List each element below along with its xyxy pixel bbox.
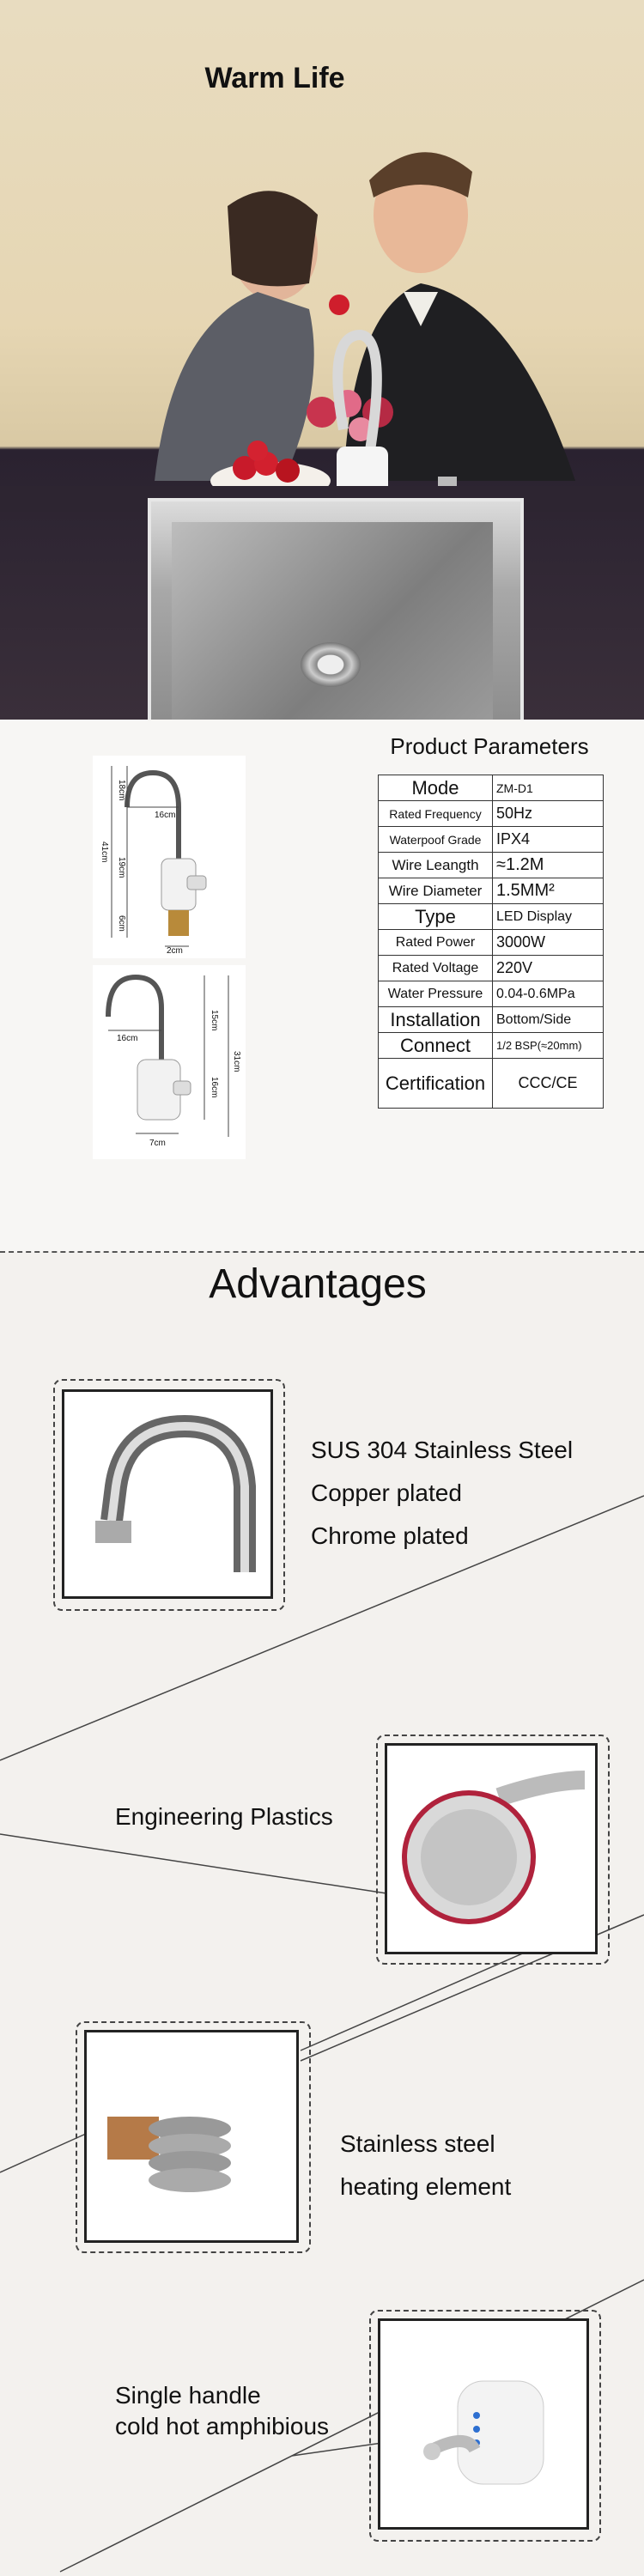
param-key: Connect bbox=[379, 1033, 493, 1059]
param-value: ≈1.2M bbox=[493, 853, 604, 878]
hero-banner bbox=[0, 0, 644, 720]
param-key: Type bbox=[379, 904, 493, 930]
table-row bbox=[379, 827, 604, 853]
param-key: Certification bbox=[379, 1059, 493, 1109]
feature-text-3 bbox=[340, 2123, 511, 2208]
param-value: CCC/CE bbox=[493, 1059, 604, 1109]
table-row bbox=[379, 853, 604, 878]
param-value: 0.04-0.6MPa bbox=[493, 981, 604, 1007]
section-divider bbox=[0, 1251, 644, 1253]
hero-title: Warm Life bbox=[204, 62, 345, 94]
feature-text-2: Engineering Plastics bbox=[115, 1803, 333, 1830]
param-value: IPX4 bbox=[493, 827, 604, 853]
param-key: Wire Leangth bbox=[379, 853, 493, 878]
table-row bbox=[379, 775, 604, 801]
parameters-title: Product Parameters bbox=[390, 733, 589, 759]
feature-line: Chrome plated bbox=[311, 1522, 469, 1549]
parameters-table bbox=[378, 775, 604, 1109]
table-row bbox=[379, 801, 604, 827]
feature-line: SUS 304 Stainless Steel bbox=[311, 1437, 574, 1463]
dim-h2-2: 31cm bbox=[232, 1051, 241, 1072]
table-row bbox=[379, 878, 604, 904]
feature-line: heating element bbox=[340, 2173, 512, 2200]
dim-h4: 6cm bbox=[117, 915, 126, 932]
sink-basin bbox=[172, 522, 493, 720]
param-value: 1/2 BSP(≈20mm) bbox=[493, 1033, 604, 1059]
table-row bbox=[379, 981, 604, 1007]
dim-h2: 41cm bbox=[100, 841, 109, 863]
table-row bbox=[379, 930, 604, 956]
param-key: Waterpoof Grade bbox=[379, 827, 493, 853]
param-key: Mode bbox=[379, 775, 493, 801]
param-value: LED Display bbox=[493, 904, 604, 930]
dimension-diagram-1 bbox=[93, 756, 246, 958]
dimension-diagram-2 bbox=[93, 965, 246, 1159]
advantages-title: Advantages bbox=[209, 1261, 427, 1307]
feature-text-4 bbox=[115, 2380, 329, 2442]
param-key: Rated Voltage bbox=[379, 956, 493, 981]
param-key: Rated Frequency bbox=[379, 801, 493, 827]
param-value: Bottom/Side bbox=[493, 1007, 604, 1033]
param-value: 3000W bbox=[493, 930, 604, 956]
feature-image-handle bbox=[378, 2318, 589, 2530]
feature-image-faucet bbox=[62, 1389, 273, 1599]
param-value: 1.5MM² bbox=[493, 878, 604, 904]
param-value: 50Hz bbox=[493, 801, 604, 827]
table-row bbox=[379, 1033, 604, 1059]
table-row bbox=[379, 1007, 604, 1033]
feature-line: Single handle bbox=[115, 2382, 261, 2409]
dim-base-1: 2cm bbox=[167, 946, 183, 956]
param-key: Installation bbox=[379, 1007, 493, 1033]
dim-width-2: 16cm bbox=[117, 1034, 138, 1043]
sink-drain bbox=[301, 642, 361, 687]
param-value: ZM-D1 bbox=[493, 775, 604, 801]
feature-text-1 bbox=[311, 1429, 573, 1558]
param-key: Rated Power bbox=[379, 930, 493, 956]
dim-h1-2: 15cm bbox=[210, 1010, 219, 1031]
feature-line: Copper plated bbox=[311, 1479, 462, 1506]
dim-h3-2: 16cm bbox=[210, 1077, 219, 1098]
param-key: Water Pressure bbox=[379, 981, 493, 1007]
table-row bbox=[379, 1059, 604, 1109]
feature-image-heating-element bbox=[84, 2030, 299, 2243]
dim-h1: 18cm bbox=[117, 780, 126, 801]
dim-base-2: 7cm bbox=[149, 1139, 166, 1148]
table-row bbox=[379, 904, 604, 930]
feature-line: cold hot amphibious bbox=[115, 2413, 330, 2439]
feature-line: Stainless steel bbox=[340, 2130, 495, 2157]
dim-width-1: 16cm bbox=[155, 811, 176, 820]
feature-image-showerhead bbox=[385, 1743, 598, 1954]
param-key: Wire Diameter bbox=[379, 878, 493, 904]
table-row bbox=[379, 956, 604, 981]
dim-h3: 19cm bbox=[117, 857, 126, 878]
param-value: 220V bbox=[493, 956, 604, 981]
